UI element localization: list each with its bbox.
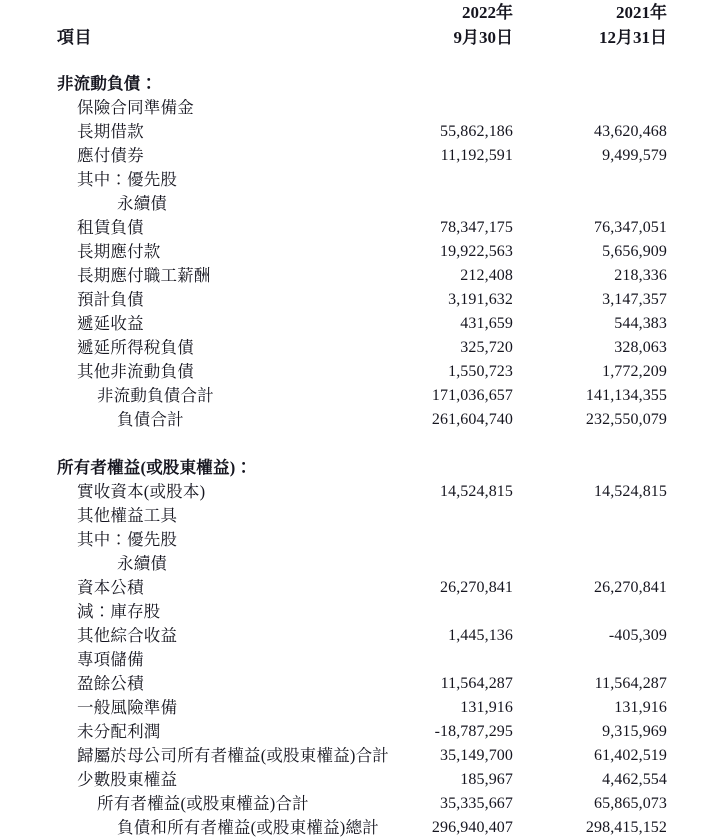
table-row (0, 144, 711, 168)
spacer-cell (0, 432, 423, 456)
row-value-period-1: 131,916 (460, 699, 513, 716)
row-value-period-2 (557, 552, 711, 576)
header-period-2-date: 12月31日 (599, 28, 667, 47)
row-value-period-2 (557, 192, 711, 216)
row-value-period-1: -18,787,295 (434, 723, 513, 740)
row-value-period-1 (423, 552, 557, 576)
table-row (0, 240, 711, 264)
table-row (0, 120, 711, 144)
header-period-1-date: 9月30日 (453, 28, 513, 47)
row-label: 負債和所有者權益(或股東權益)總計 (117, 818, 379, 837)
row-label: 歸屬於母公司所有者權益(或股東權益)合計 (77, 746, 389, 765)
row-label: 少數股東權益 (77, 770, 178, 789)
row-value-period-2: 43,620,468 (594, 123, 667, 140)
table-row (0, 696, 711, 720)
table-row (0, 720, 711, 744)
row-value-period-2 (557, 648, 711, 672)
table-row (0, 312, 711, 336)
row-value-period-2: 218,336 (614, 267, 667, 284)
table-row (0, 96, 711, 120)
row-label: 非流動負債合計 (97, 386, 214, 405)
row-value-period-2 (557, 72, 711, 96)
row-value-period-1: 3,191,632 (448, 291, 513, 308)
row-value-period-1 (423, 600, 557, 624)
row-label: 預計負債 (77, 290, 144, 309)
row-value-period-1: 19,922,563 (440, 243, 513, 260)
row-label: 應付債券 (77, 146, 144, 165)
row-value-period-1 (423, 648, 557, 672)
spacer-cell (557, 432, 711, 456)
table-row (0, 504, 711, 528)
table-row (0, 336, 711, 360)
row-value-period-2: 141,134,355 (585, 387, 667, 404)
row-label: 其中：優先股 (77, 170, 178, 189)
row-value-period-1: 1,550,723 (448, 363, 513, 380)
row-value-period-2: 65,865,073 (594, 795, 667, 812)
row-value-period-2: 544,383 (614, 315, 667, 332)
table-row (0, 672, 711, 696)
row-value-period-1: 35,335,667 (440, 795, 513, 812)
row-label: 長期應付職工薪酬 (77, 266, 211, 285)
table-row (0, 744, 711, 768)
row-label: 租賃負債 (77, 218, 144, 237)
row-label: 永續債 (117, 194, 168, 213)
row-value-period-2: 4,462,554 (602, 771, 667, 788)
row-value-period-1: 1,445,136 (448, 627, 513, 644)
row-value-period-2: 131,916 (614, 699, 667, 716)
table-body (0, 72, 711, 840)
header-period-2 (557, 0, 711, 50)
row-label: 其他綜合收益 (77, 626, 178, 645)
row-value-period-1: 261,604,740 (431, 411, 513, 428)
row-value-period-1 (423, 168, 557, 192)
table-row (0, 768, 711, 792)
spacer-cell (423, 432, 557, 456)
section-title: 非流動負債： (57, 74, 158, 93)
table-row (0, 288, 711, 312)
row-label: 資本公積 (77, 578, 144, 597)
row-value-period-2: -405,309 (608, 627, 667, 644)
table-row (0, 552, 711, 576)
row-value-period-2: 14,524,815 (594, 483, 667, 500)
row-label: 其他權益工具 (77, 506, 178, 525)
row-value-period-2 (557, 168, 711, 192)
table-spacer-row (0, 432, 711, 456)
header-item-label (0, 0, 423, 50)
header-row (0, 0, 711, 50)
row-label: 長期借款 (77, 122, 144, 141)
row-value-period-1: 26,270,841 (440, 579, 513, 596)
row-value-period-2 (557, 456, 711, 480)
row-label: 盈餘公積 (77, 674, 144, 693)
row-value-period-2: 1,772,209 (602, 363, 667, 380)
row-value-period-2 (557, 96, 711, 120)
row-value-period-1: 212,408 (460, 267, 513, 284)
section-header-row (0, 456, 711, 480)
row-value-period-1: 431,659 (460, 315, 513, 332)
row-value-period-1: 11,564,287 (440, 675, 513, 692)
row-value-period-2: 9,499,579 (602, 147, 667, 164)
row-value-period-1 (423, 528, 557, 552)
row-value-period-2 (557, 528, 711, 552)
row-value-period-1: 55,862,186 (440, 123, 513, 140)
table-row (0, 480, 711, 504)
row-label: 保險合同準備金 (77, 98, 194, 117)
row-label: 遞延所得稅負債 (77, 338, 194, 357)
row-value-period-1: 11,192,591 (440, 147, 513, 164)
header-item-text: 項目 (57, 28, 92, 47)
row-label: 實收資本(或股本) (77, 482, 206, 501)
row-label: 其他非流動負債 (77, 362, 194, 381)
table-row (0, 528, 711, 552)
row-value-period-2: 298,415,152 (585, 819, 667, 836)
row-value-period-1: 14,524,815 (440, 483, 513, 500)
row-label: 一般風險準備 (77, 698, 178, 717)
row-value-period-2: 3,147,357 (602, 291, 667, 308)
header-spacer-cell (423, 50, 557, 72)
row-value-period-1: 171,036,657 (431, 387, 513, 404)
header-period-1 (423, 0, 557, 50)
table-row (0, 624, 711, 648)
section-header-row (0, 72, 711, 96)
table-row (0, 360, 711, 384)
row-value-period-2: 26,270,841 (594, 579, 667, 596)
row-value-period-1: 78,347,175 (440, 219, 513, 236)
row-label: 遞延收益 (77, 314, 144, 333)
table-row (0, 384, 711, 408)
row-value-period-2: 11,564,287 (594, 675, 667, 692)
row-value-period-2 (557, 600, 711, 624)
table-row (0, 192, 711, 216)
row-value-period-2: 61,402,519 (594, 747, 667, 764)
row-label: 負債合計 (117, 410, 184, 429)
row-value-period-2: 232,550,079 (585, 411, 667, 428)
row-label: 所有者權益(或股東權益)合計 (97, 794, 309, 813)
row-value-period-2: 5,656,909 (602, 243, 667, 260)
row-value-period-1 (423, 96, 557, 120)
table-row (0, 576, 711, 600)
row-label: 專項儲備 (77, 650, 144, 669)
row-label: 未分配利潤 (77, 722, 161, 741)
header-spacer-cell (0, 50, 423, 72)
row-label: 長期應付款 (77, 242, 161, 261)
row-value-period-2: 9,315,969 (602, 723, 667, 740)
row-value-period-1: 35,149,700 (440, 747, 513, 764)
row-label: 其中：優先股 (77, 530, 178, 549)
section-title: 所有者權益(或股東權益)： (57, 458, 253, 477)
row-label: 永續債 (117, 554, 168, 573)
row-label: 減：庫存股 (77, 602, 161, 621)
table-row (0, 216, 711, 240)
header-spacer-cell (557, 50, 711, 72)
table-row (0, 168, 711, 192)
row-value-period-2: 76,347,051 (594, 219, 667, 236)
row-value-period-1: 325,720 (460, 339, 513, 356)
row-value-period-1: 185,967 (460, 771, 513, 788)
row-value-period-1 (423, 504, 557, 528)
row-value-period-2: 328,063 (614, 339, 667, 356)
row-value-period-2 (557, 504, 711, 528)
header-period-1-year: 2022年 (462, 3, 513, 22)
header-period-2-year: 2021年 (616, 3, 667, 22)
table-row (0, 816, 711, 840)
table-header (0, 0, 711, 72)
header-spacer (0, 50, 711, 72)
row-value-period-1 (423, 72, 557, 96)
table-row (0, 648, 711, 672)
table-row (0, 600, 711, 624)
table-row (0, 792, 711, 816)
row-value-period-1 (423, 456, 557, 480)
table-row (0, 264, 711, 288)
row-value-period-1: 296,940,407 (431, 819, 513, 836)
row-value-period-1 (423, 192, 557, 216)
table-row (0, 408, 711, 432)
